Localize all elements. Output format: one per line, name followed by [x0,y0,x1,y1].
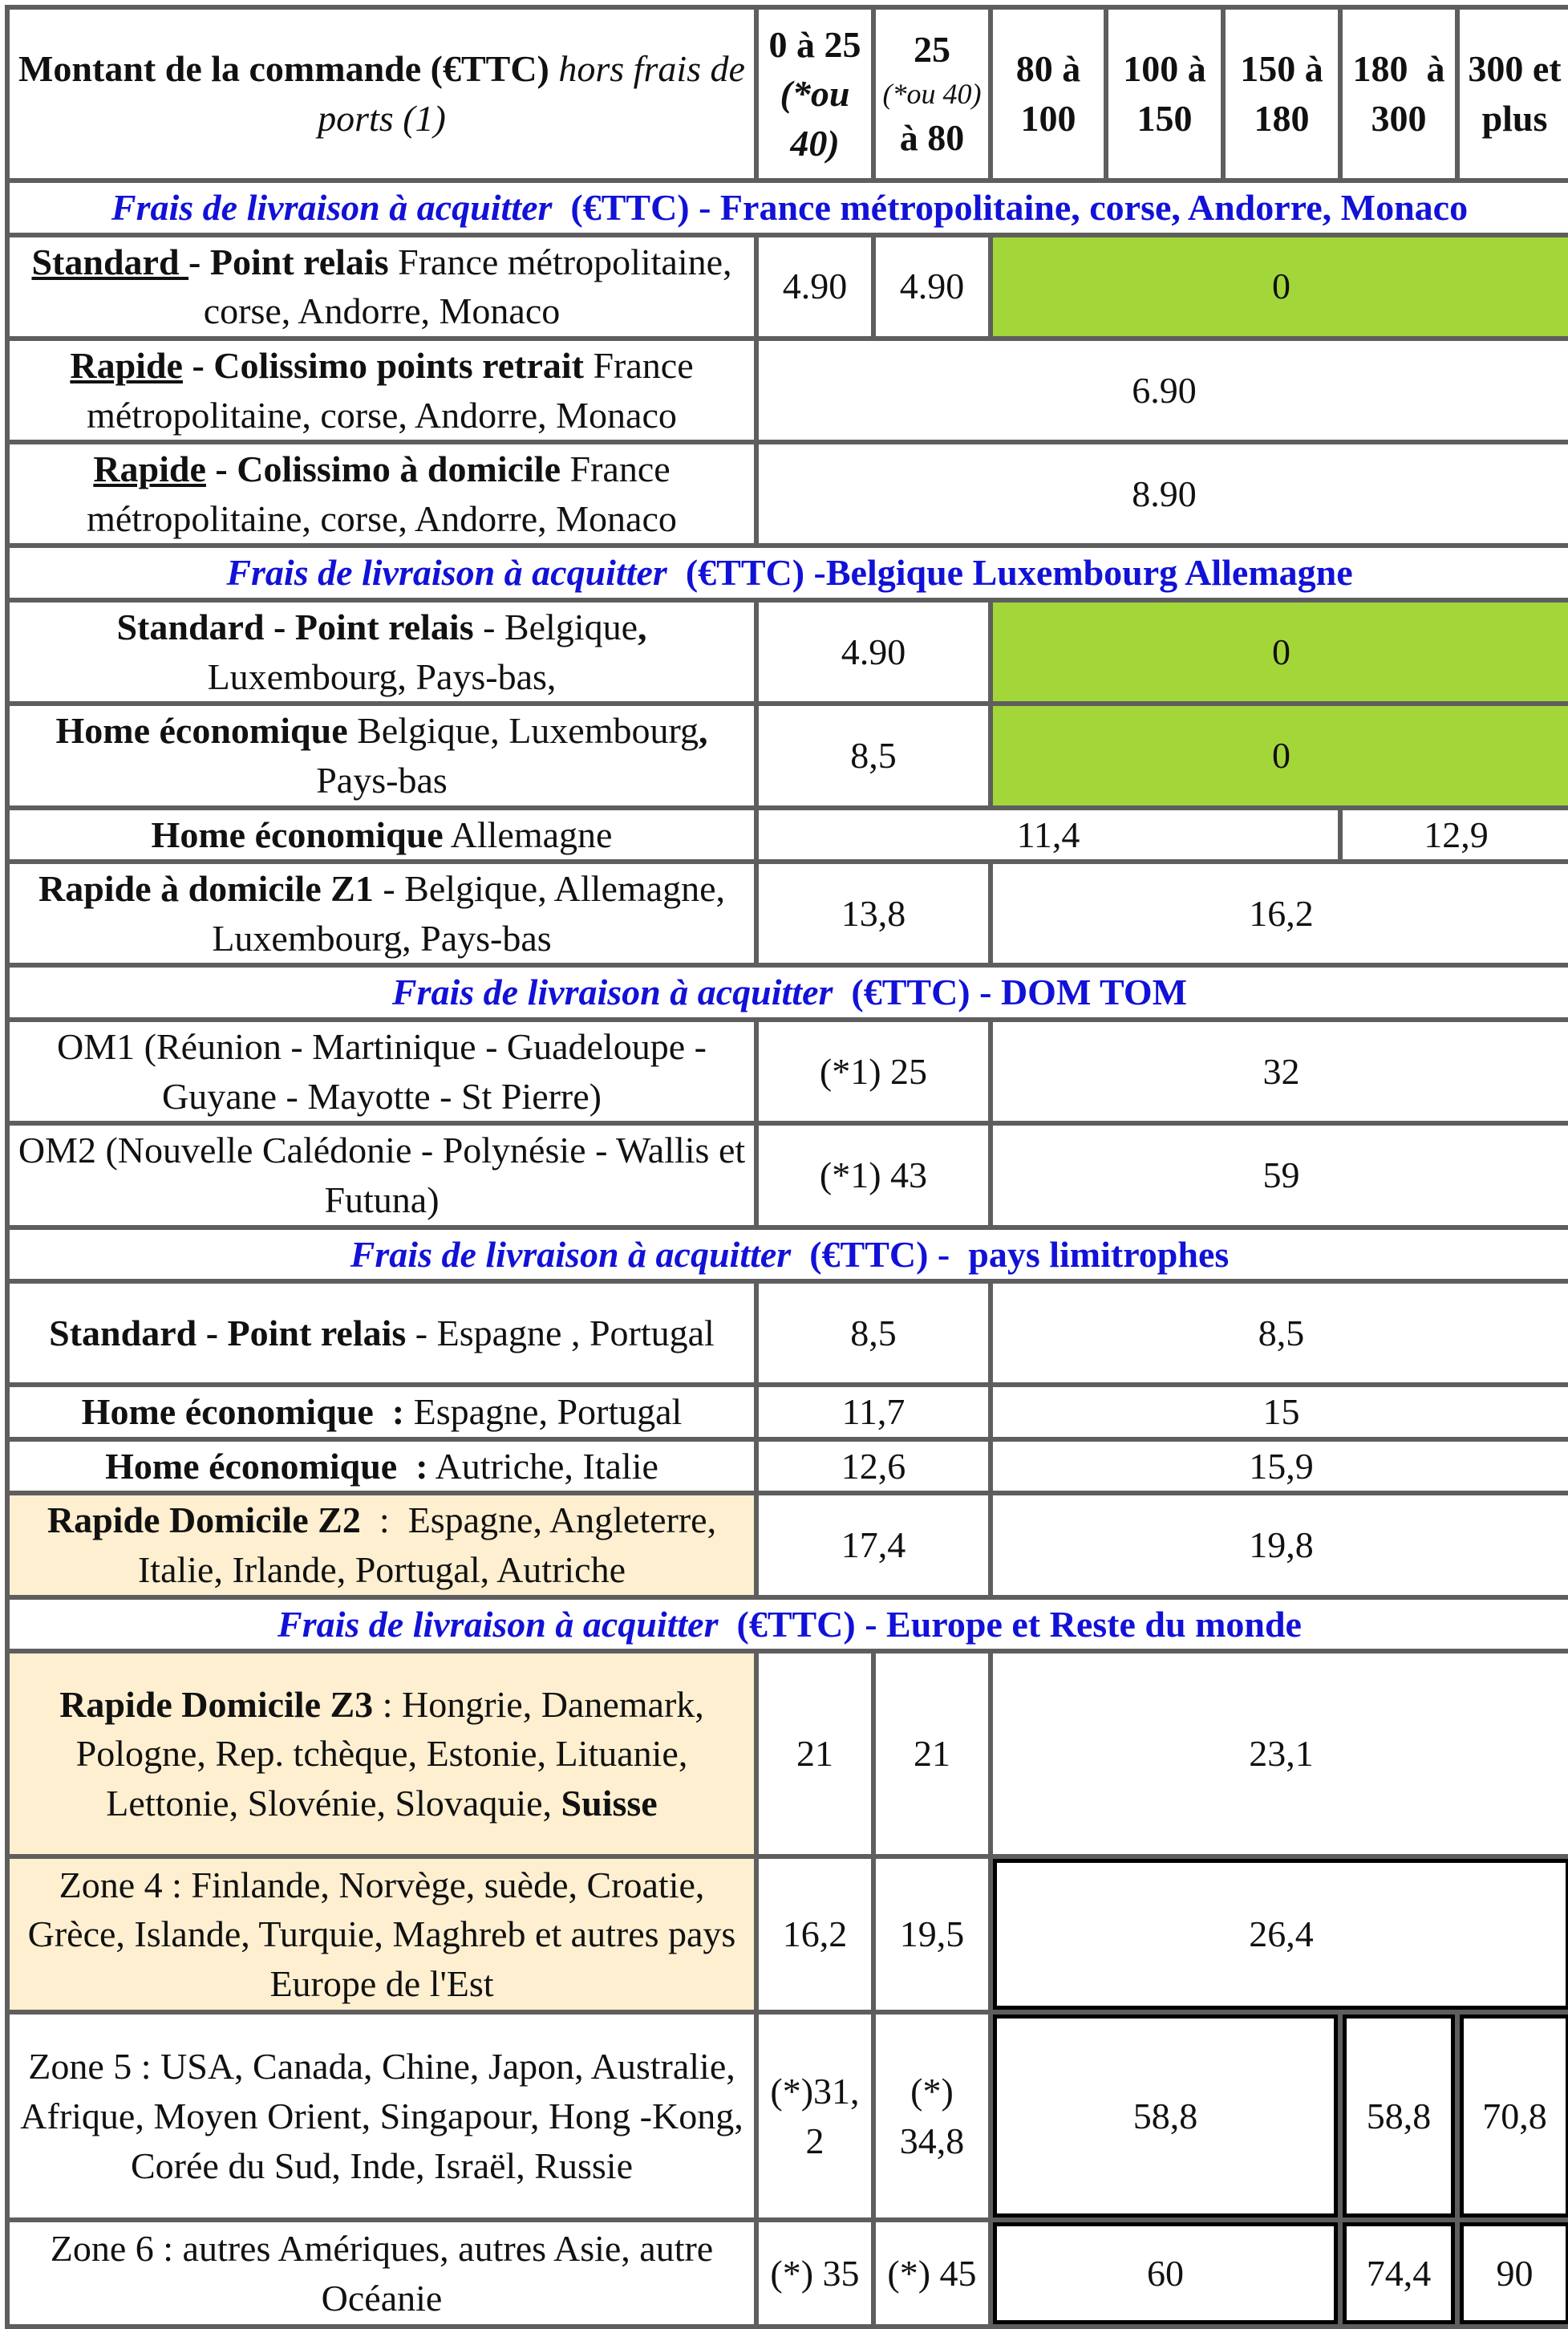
rate-cell: 4.90 [759,603,988,701]
rate-cell: 60 [993,2222,1338,2324]
section-title-domtom: Frais de livraison à acquitter (€TTC) - DOM TOM [10,968,1568,1017]
rate-cell: 26,4 [993,1859,1568,2010]
row-label-z4: Zone 4 : Finlande, Norvège, suède, Croatie, Grèce, Islande, Turquie, Maghreb et autres pays Europe de l'Est [10,1859,754,2010]
table-row [10,1126,1568,1224]
col-header-300-plus: 300 et plus [1460,10,1568,178]
section-title-france: Frais de livraison à acquitter (€TTC) - France métropolitaine, corse, Andorre, Monaco [10,183,1568,233]
col-header-100-150: 100 à 150 [1108,10,1221,178]
row-label-z5: Zone 5 : USA, Canada, Chine, Japon, Australie, Afrique, Moyen Orient, Singapour, Hong -Kong, Corée du Sud, Inde, Israël, Russie [10,2015,754,2217]
row-label-om1: OM1 (Réunion - Martinique - Guadeloupe - Guyane - Mayotte - St Pierre) [10,1022,754,1121]
table-row [10,706,1568,805]
rate-cell: 70,8 [1460,2015,1568,2217]
rate-cell: (*1) 43 [759,1126,988,1224]
rate-cell: 8.90 [759,444,1568,543]
rate-cell: 58,8 [1343,2015,1455,2217]
row-label-be-standard: Standard - Point relais - Belgique, Luxembourg, Pays-bas, [10,603,754,701]
rate-cell: 32 [993,1022,1568,1121]
table-row [10,1859,1568,2010]
row-label-z2: Rapide Domicile Z2 : Espagne, Angleterre, Italie, Irlande, Portugal, Autriche [10,1495,754,1594]
row-label-fr-standard: Standard - Point relais France métropolitaine, corse, Andorre, Monaco [10,237,754,336]
rate-cell: 4.90 [876,237,988,336]
rate-cell: 12,9 [1343,810,1568,860]
row-label-es-standard: Standard - Point relais - Espagne , Portugal [10,1284,754,1382]
rate-cell: 8,5 [759,706,988,805]
rate-cell: 19,8 [993,1495,1568,1594]
row-label-be-home: Home économique Belgique, Luxembourg, Pays-bas [10,706,754,805]
rate-cell: (*) 45 [876,2222,988,2324]
rate-cell: 16,2 [759,1859,871,2010]
row-label-z6: Zone 6 : autres Amériques, autres Asie, autre Océanie [10,2222,754,2324]
section-title-limitrophes: Frais de livraison à acquitter (€TTC) - pays limitrophes [10,1230,1568,1280]
table-row [10,1284,1568,1382]
rate-cell: 8,5 [759,1284,988,1382]
col-header-25-80: 25 (*ou 40) à 80 [876,10,988,178]
row-label-at-home: Home économique : Autriche, Italie [10,1442,754,1491]
header-row [10,10,1568,178]
rate-cell: 13,8 [759,864,988,963]
rate-cell: 58,8 [993,2015,1338,2217]
rate-cell: 6.90 [759,341,1568,440]
rate-cell: 11,7 [759,1387,988,1437]
table-row [10,1022,1568,1121]
free-shipping-cell: 0 [993,603,1568,701]
table-row [10,1442,1568,1491]
rate-cell: 19,5 [876,1859,988,2010]
row-label-fr-rapide-retrait: Rapide - Colissimo points retrait France métropolitaine, corse, Andorre, Monaco [10,341,754,440]
col-header-0-25: 0 à 25 (*ou 40) [759,10,871,178]
rate-cell: 4.90 [759,237,871,336]
row-label-es-home: Home économique : Espagne, Portugal [10,1387,754,1437]
row-label-z1: Rapide à domicile Z1 - Belgique, Allemagne, Luxembourg, Pays-bas [10,864,754,963]
order-amount-header: Montant de la commande (€TTC) hors frais de ports (1) [10,10,754,178]
table-row [10,444,1568,543]
table-row [10,603,1568,701]
rate-cell: 23,1 [993,1653,1568,1854]
table-row [10,1387,1568,1437]
rate-cell: 21 [876,1653,988,1854]
rate-cell: 12,6 [759,1442,988,1491]
rate-cell: 21 [759,1653,871,1854]
rate-cell: 59 [993,1126,1568,1224]
rate-cell: 8,5 [993,1284,1568,1382]
table-row [10,864,1568,963]
rate-cell: (*) 34,8 [876,2015,988,2217]
rate-cell: 11,4 [759,810,1338,860]
section-title-monde: Frais de livraison à acquitter (€TTC) - Europe et Reste du monde [10,1600,1568,1649]
row-label-de-home: Home économique Allemagne [10,810,754,860]
table-row [10,237,1568,336]
table-row [10,1495,1568,1594]
rate-cell: 15 [993,1387,1568,1437]
col-header-80-100: 80 à 100 [993,10,1104,178]
table-row [10,341,1568,440]
row-label-om2: OM2 (Nouvelle Calédonie - Polynésie - Wallis et Futuna) [10,1126,754,1224]
row-label-fr-rapide-domicile: Rapide - Colissimo à domicile France métropolitaine, corse, Andorre, Monaco [10,444,754,543]
rate-cell: 15,9 [993,1442,1568,1491]
free-shipping-cell: 0 [993,237,1568,336]
table-row [10,1653,1568,1854]
col-header-180-300: 180 à 300 [1343,10,1455,178]
rate-cell: 90 [1460,2222,1568,2324]
rate-cell: (*) 35 [759,2222,871,2324]
shipping-rates-table [5,5,1568,2329]
table-row [10,2015,1568,2217]
table-row [10,2222,1568,2324]
row-label-z3: Rapide Domicile Z3 : Hongrie, Danemark, Pologne, Rep. tchèque, Estonie, Lituanie, Lettonie, Slovénie, Slovaquie, Suisse [10,1653,754,1854]
rate-cell: 74,4 [1343,2222,1455,2324]
free-shipping-cell: 0 [993,706,1568,805]
rate-cell: (*1) 25 [759,1022,988,1121]
rate-cell: (*)31, 2 [759,2015,871,2217]
rate-cell: 16,2 [993,864,1568,963]
rate-cell: 17,4 [759,1495,988,1594]
section-title-benelux: Frais de livraison à acquitter (€TTC) -Belgique Luxembourg Allemagne [10,548,1568,598]
table-row [10,810,1568,860]
col-header-150-180: 150 à 180 [1226,10,1338,178]
